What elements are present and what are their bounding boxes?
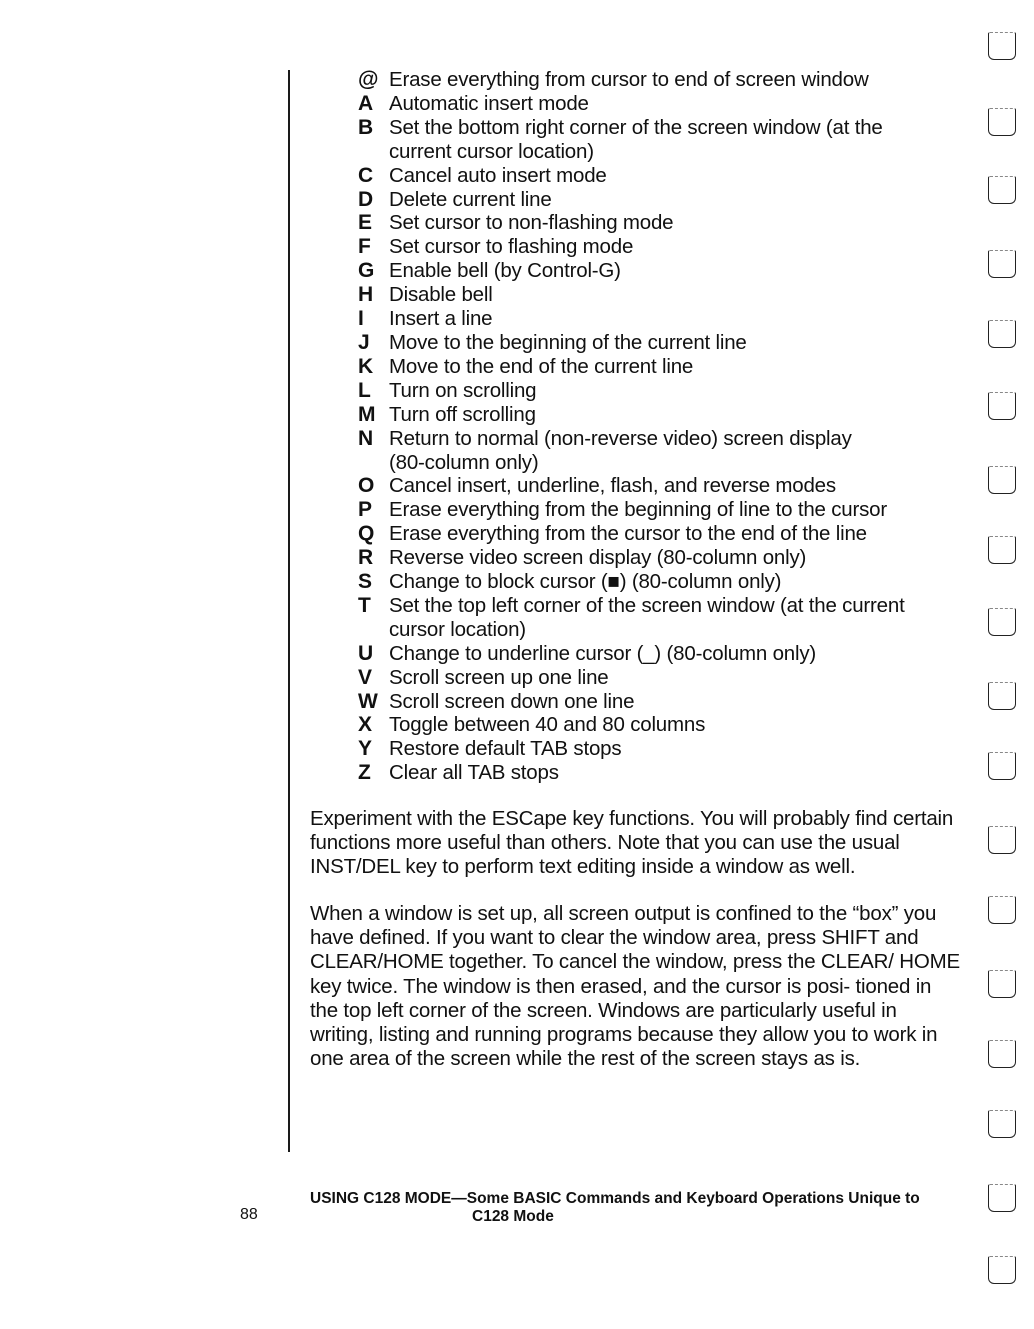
running-footer — [310, 1190, 950, 1226]
escape-code-row — [358, 92, 958, 116]
escape-code-description: Delete current line — [389, 187, 552, 211]
escape-code-key: Y — [358, 737, 372, 761]
escape-code-row — [358, 259, 958, 283]
escape-code-row — [358, 427, 958, 475]
escape-code-description: Erase everything from the cursor to the end of the line — [389, 522, 867, 546]
binding-hole — [988, 466, 1016, 494]
binding-hole — [988, 752, 1016, 780]
escape-code-row — [358, 737, 958, 761]
escape-code-description: Disable bell — [389, 283, 493, 307]
escape-code-row — [358, 307, 958, 331]
escape-code-description: Move to the end of the current line — [389, 354, 694, 378]
escape-code-description: Move to the beginning of the current line — [389, 330, 747, 354]
escape-code-row — [358, 522, 958, 546]
escape-code-row — [358, 546, 958, 570]
escape-code-key: R — [358, 546, 373, 570]
escape-code-key: W — [358, 689, 378, 713]
escape-code-row — [358, 761, 958, 785]
escape-code-key: S — [358, 570, 372, 594]
escape-code-row — [358, 355, 958, 379]
binding-hole — [988, 682, 1016, 710]
escape-code-key: A — [358, 91, 373, 115]
escape-code-description: Clear all TAB stops — [389, 761, 559, 785]
binding-hole — [988, 108, 1016, 136]
escape-code-row — [358, 116, 958, 164]
escape-code-description: Cancel insert, underline, flash, and reverse modes — [389, 474, 836, 498]
binding-hole — [988, 896, 1016, 924]
escape-code-key: C — [358, 163, 373, 187]
escape-code-description: Change to block cursor (■) (80-column only) — [389, 570, 782, 594]
escape-code-description: Turn on scrolling — [389, 378, 537, 402]
escape-code-key: E — [358, 211, 372, 235]
footer-line-2: C128 Mode — [472, 1208, 554, 1225]
escape-code-key: Q — [358, 522, 375, 546]
escape-code-description: Reverse video screen display (80-column only) — [389, 546, 807, 570]
escape-code-key: P — [358, 498, 372, 522]
binding-hole — [988, 320, 1016, 348]
escape-code-description: Restore default TAB stops — [389, 737, 622, 761]
escape-code-description: Erase everything from the beginning of line to the cursor — [389, 498, 887, 522]
escape-code-description: Scroll screen down one line — [389, 689, 635, 713]
escape-code-key: H — [358, 283, 373, 307]
escape-code-description: Set the top left corner of the screen window (at the current cursor location) — [389, 593, 905, 641]
binding-hole — [988, 392, 1016, 420]
escape-code-key: I — [358, 307, 364, 331]
escape-code-key: D — [358, 187, 373, 211]
escape-code-row — [358, 642, 958, 666]
binding-hole — [988, 1040, 1016, 1068]
escape-code-row — [358, 690, 958, 714]
escape-code-description: Set cursor to flashing mode — [389, 235, 634, 259]
escape-code-key: B — [358, 115, 373, 139]
escape-code-list — [358, 68, 958, 785]
escape-code-row — [358, 498, 958, 522]
escape-code-row — [358, 379, 958, 403]
escape-code-description: Set the bottom right corner of the screen window (at the current cursor location) — [389, 115, 883, 163]
escape-code-row — [358, 211, 958, 235]
escape-code-key: K — [358, 354, 373, 378]
binding-hole — [988, 250, 1016, 278]
escape-code-row — [358, 594, 958, 642]
binding-hole — [988, 970, 1016, 998]
escape-code-description: Turn off scrolling — [389, 402, 536, 426]
escape-code-key: O — [358, 474, 375, 498]
binding-hole — [988, 32, 1016, 60]
binding-hole — [988, 608, 1016, 636]
escape-code-row — [358, 235, 958, 259]
escape-code-key: N — [358, 426, 373, 450]
escape-code-key: X — [358, 713, 372, 737]
binding-hole — [988, 826, 1016, 854]
binding-hole — [988, 1110, 1016, 1138]
escape-code-key: T — [358, 593, 371, 617]
escape-code-key: V — [358, 665, 372, 689]
escape-code-row — [358, 713, 958, 737]
escape-code-description: Change to underline cursor (_) (80-column only) — [389, 641, 817, 665]
escape-code-row — [358, 188, 958, 212]
vertical-rule — [288, 70, 290, 1152]
escape-code-description: Cancel auto insert mode — [389, 163, 607, 187]
escape-code-description: Set cursor to non-flashing mode — [389, 211, 674, 235]
footer-line-1: USING C128 MODE—Some BASIC Commands and Keyboard Operations Unique to — [310, 1190, 920, 1207]
escape-code-description: Enable bell (by Control-G) — [389, 259, 621, 283]
escape-code-row — [358, 164, 958, 188]
window-paragraph: When a window is set up, all screen output is confined to the “box” you have defined. If you want to clear the window area, press SHIFT and CLEAR/HOME together. To cancel the window, press the CLEAR/ HOME key twice. The window is then erased, and the cursor is posi- tioned in the top left corner of the screen. Windows are particularly useful in writing, listing and running programs because they allow you to work in one area of the screen while the rest of the screen stays as is. — [310, 902, 960, 1071]
escape-code-description: Automatic insert mode — [389, 91, 589, 115]
escape-code-key: M — [358, 402, 376, 426]
escape-code-key: F — [358, 235, 371, 259]
escape-code-row — [358, 570, 958, 594]
binding-hole — [988, 1184, 1016, 1212]
escape-code-row — [358, 68, 958, 92]
escape-code-key: @ — [358, 68, 379, 91]
escape-code-row — [358, 403, 958, 427]
escape-code-key: U — [358, 641, 373, 665]
escape-code-key: Z — [358, 761, 371, 785]
escape-code-row — [358, 283, 958, 307]
page-number: 88 — [240, 1206, 258, 1223]
binding-hole — [988, 1256, 1016, 1284]
escape-code-description: Insert a line — [389, 307, 493, 331]
escape-code-description: Scroll screen up one line — [389, 665, 609, 689]
escape-code-row — [358, 666, 958, 690]
escape-code-description: Toggle between 40 and 80 columns — [389, 713, 706, 737]
escape-code-row — [358, 331, 958, 355]
escape-code-row — [358, 474, 958, 498]
binding-hole — [988, 536, 1016, 564]
escape-code-key: J — [358, 330, 370, 354]
binding-holes — [982, 30, 1022, 1320]
escape-code-key: G — [358, 259, 375, 283]
escape-code-key: L — [358, 378, 371, 402]
experiment-paragraph: Experiment with the ESCape key functions. You will probably find certain functions more useful than others. Note that you can use the usual INST/DEL key to perform text editing inside a window as well. — [310, 807, 954, 879]
binding-hole — [988, 176, 1016, 204]
escape-code-description: Return to normal (non-reverse video) screen display (80-column only) — [389, 426, 852, 474]
escape-code-description: Erase everything from cursor to end of screen window — [389, 68, 869, 91]
